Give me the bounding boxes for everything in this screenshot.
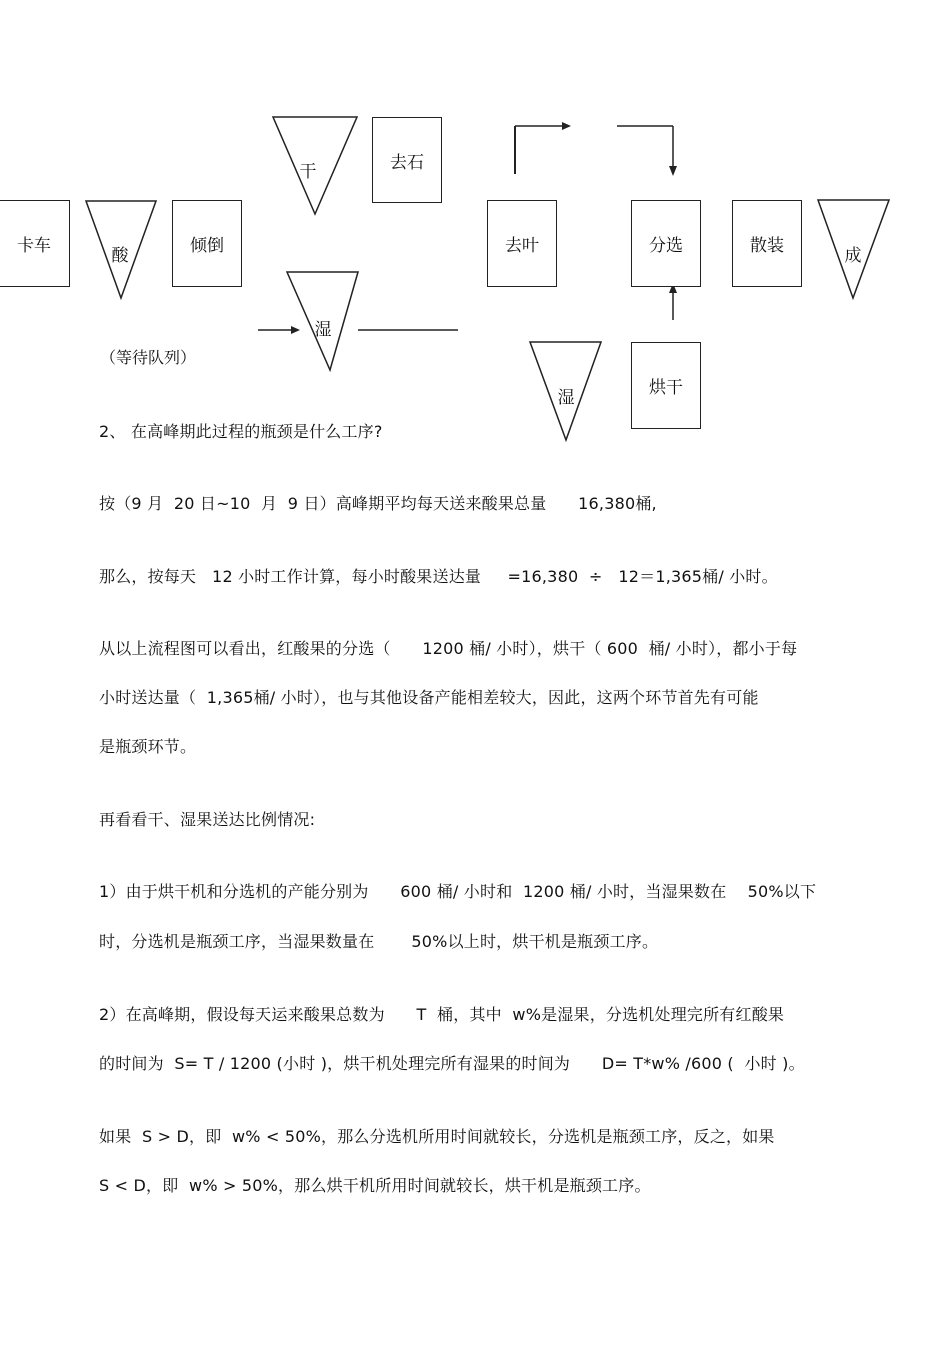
down-arrowhead	[669, 166, 677, 176]
box-truck-label: 卡车	[17, 236, 51, 256]
box-destone-label: 去石	[390, 152, 424, 173]
triangle-dry-label: 干	[299, 162, 317, 182]
paragraph-capacity-line-2: 小时送达量（ 1,365桶/ 小时），也与其他设备产能相差较大，因此，这两个环节首先有可能	[99, 688, 759, 707]
box-dump	[172, 200, 242, 287]
paragraph-point-1-line-2: 时，分选机是瓶颈工序，当湿果数量在 50%以上时，烘干机是瓶颈工序。	[99, 932, 659, 951]
box-deleaf-label: 去叶	[505, 236, 539, 256]
triangle-wet-mid-label: 湿	[314, 320, 332, 340]
paragraph-conclusion-line-2: S < D，即 w% > 50%，那么烘干机所用时间就较长，烘干机是瓶颈工序。	[99, 1176, 651, 1195]
paragraph-capacity-line-1: 从以上流程图可以看出，红酸果的分选（ 1200 桶/ 小时），烘干（ 600 桶/ 小时），都小于每	[99, 639, 798, 658]
paragraph-capacity-line-3: 是瓶颈环节。	[99, 737, 197, 756]
triangle-acid-label: 酸	[111, 246, 129, 266]
paragraph-total-volume: 按（9 月 20 日~10 月 9 日）高峰期平均每天送来酸果总量 16,380桶,	[99, 494, 657, 513]
bent-arrowhead	[562, 122, 571, 130]
box-sort-label: 分选	[649, 236, 683, 256]
box-sort	[631, 200, 701, 287]
triangle-finished-label: 成	[844, 246, 862, 266]
paragraph-ratio-intro: 再看看干、湿果送达比例情况:	[99, 810, 316, 829]
question-2: 2、 在高峰期此过程的瓶颈是什么工序?	[99, 422, 383, 441]
paragraph-conclusion-line-1: 如果 S > D，即 w% < 50%，那么分选机所用时间就较长，分选机是瓶颈工序，反之，如果	[99, 1127, 775, 1146]
paragraph-point-2-line-2: 的时间为 S= T / 1200 (小时 )，烘干机处理完所有湿果的时间为 D= T*w% /600 ( 小时 )。	[99, 1054, 805, 1073]
box-dry-machine	[631, 342, 701, 429]
box-destone	[372, 117, 442, 203]
arrowhead-into-wet	[291, 326, 300, 334]
box-truck	[0, 200, 70, 287]
paragraph-point-1-line-1: 1）由于烘干机和分选机的产能分别为 600 桶/ 小时和 1200 桶/ 小时，当湿果数在 50%以下	[99, 882, 817, 901]
process-flow-diagram	[0, 0, 950, 450]
box-dump-label: 倾倒	[190, 236, 224, 256]
triangle-wet-low-label: 湿	[557, 388, 575, 408]
box-bulk-pack	[732, 200, 802, 287]
box-deleaf	[487, 200, 557, 287]
box-dry-machine-label: 烘干	[649, 378, 683, 398]
box-bulk-pack-label: 散装	[750, 236, 784, 256]
paragraph-hourly-rate: 那么，按每天 12 小时工作计算，每小时酸果送达量 =16,380 ÷ 12＝1,365桶/ 小时。	[99, 567, 778, 586]
queue-note: （等待队列）	[100, 348, 197, 367]
paragraph-point-2-line-1: 2）在高峰期，假设每天运来酸果总数为 T 桶，其中 w%是湿果，分选机处理完所有红酸果	[99, 1005, 785, 1024]
